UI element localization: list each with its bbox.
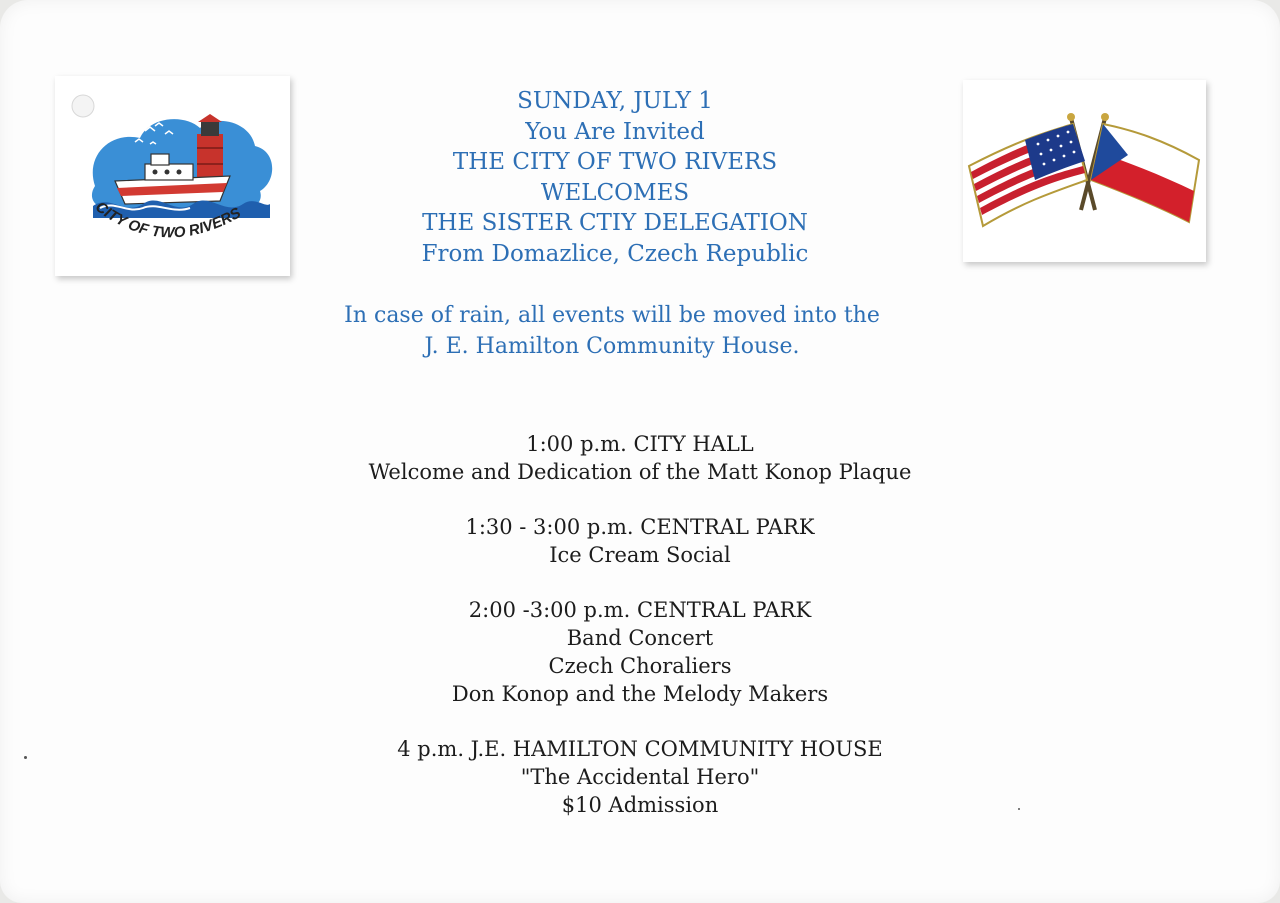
united-states-flag bbox=[969, 124, 1087, 226]
event-detail: $10 Admission bbox=[561, 793, 719, 817]
event-detail: Ice Cream Social bbox=[549, 543, 731, 567]
rain-notice-line-2: J. E. Hamilton Community House. bbox=[424, 334, 800, 359]
event-community-house bbox=[300, 735, 980, 819]
header-invited: You Are Invited bbox=[525, 118, 705, 145]
city-of-two-rivers-logo bbox=[55, 76, 290, 276]
event-detail: Welcome and Dedication of the Matt Konop Plaque bbox=[368, 460, 912, 484]
header-date: SUNDAY, JULY 1 bbox=[517, 88, 713, 114]
event-detail: "The Accidental Hero" bbox=[520, 765, 760, 789]
city-logo bbox=[55, 76, 290, 276]
czech-republic-flag bbox=[1091, 124, 1199, 222]
event-detail: Don Konop and the Melody Makers bbox=[451, 682, 829, 706]
event-band-concert bbox=[300, 596, 980, 708]
rain-notice bbox=[300, 300, 924, 362]
rain-notice-line-1: In case of rain, all events will be moved into the bbox=[344, 303, 880, 328]
header-welcomes: WELCOMES bbox=[540, 179, 690, 206]
event-city-hall bbox=[300, 430, 980, 486]
event-heading: 1:30 - 3:00 p.m. CENTRAL PARK bbox=[465, 515, 815, 539]
header-city: THE CITY OF TWO RIVERS bbox=[452, 149, 778, 175]
event-detail: Band Concert bbox=[566, 626, 714, 650]
logo-text: CITY OF TWO RIVERS bbox=[92, 198, 244, 242]
header-delegation: THE SISTER CTIY DELEGATION bbox=[422, 210, 808, 236]
crossed-flags-icon bbox=[963, 80, 1206, 262]
event-heading: 4 p.m. J.E. HAMILTON COMMUNITY HOUSE bbox=[397, 737, 883, 761]
crossed-flags-pin bbox=[963, 80, 1206, 262]
event-heading: 1:00 p.m. CITY HALL bbox=[526, 432, 754, 456]
header-origin: From Domazlice, Czech Republic bbox=[421, 240, 809, 267]
paper-speck bbox=[1018, 808, 1020, 810]
event-heading: 2:00 -3:00 p.m. CENTRAL PARK bbox=[468, 598, 812, 622]
event-detail: Czech Choraliers bbox=[548, 654, 732, 678]
paper-speck bbox=[24, 756, 27, 759]
event-schedule bbox=[300, 430, 980, 846]
event-ice-cream-social bbox=[300, 513, 980, 569]
invitation-header bbox=[300, 86, 930, 269]
